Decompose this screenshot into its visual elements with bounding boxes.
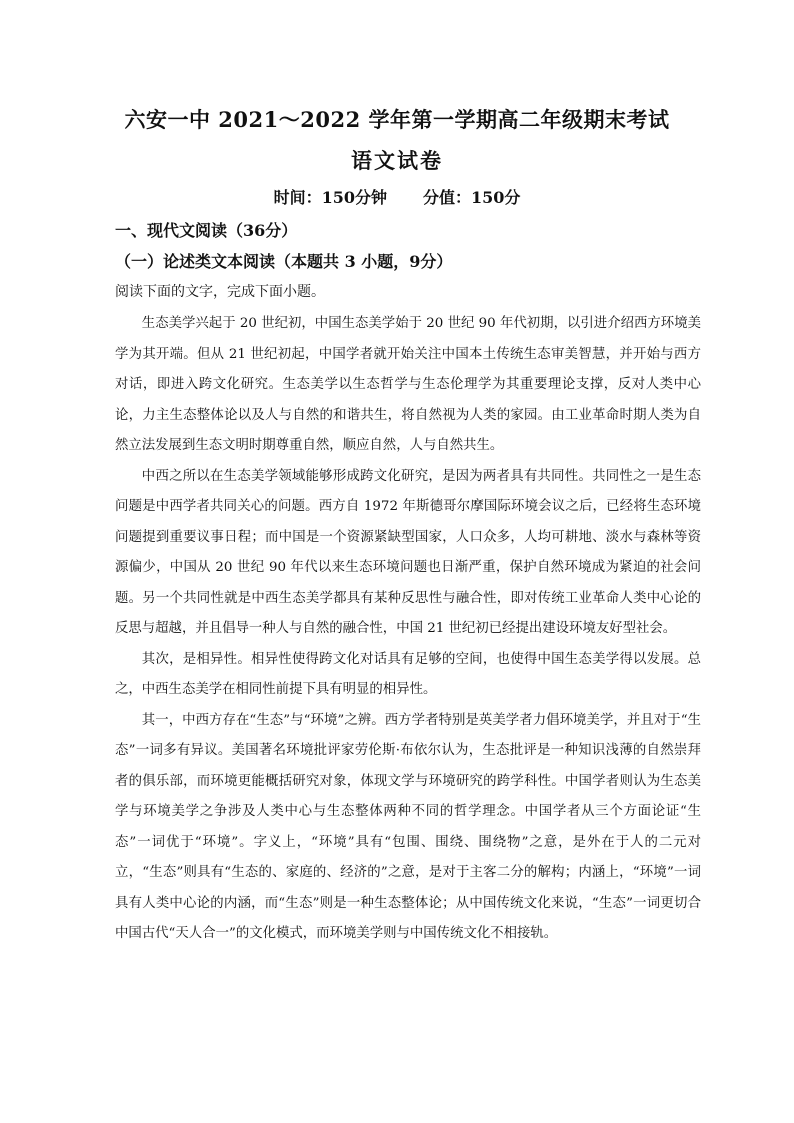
passage-paragraph-1: 生态美学兴起于 20 世纪初，中国生态美学始于 20 世纪 90 年代初期，以引进介绍西方环境美学为其开端。但从 21 世纪初起，中国学者就开始关注中国本土传统生态审美智慧，并开始与西方对话，即进入跨文化研究。生态美学以生态哲学与生态伦理学为其重要理论支撑，反对人类中心论，力主生态整体论以及人与自然的和谐共生，将自然视为人类的家园。由工业革命时期人类为自然立法发展到生态文明时期尊重自然，顺应自然，人与自然共生。 xyxy=(115,316,701,453)
passage-paragraph-4: 其一，中西方存在“生态”与“环境”之辨。西方学者特别是英美学者力倡环境美学，并且对于“生态”一词多有异议。美国著名环境批评家劳伦斯·布依尔认为，生态批评是一种知识浅薄的自然崇拜者的俱乐部，而环境更能概括研究对象，体现文学与环境研究的跨学科性。中国学者则认为生态美学与环境美学之争涉及人类中心与生态整体两种不同的哲学理念。中国学者从三个方面论证“生态”一词优于“环境”。字义上，“环境”具有“包围、围绕、围绕物”之意，是外在于人的二元对立，“生态”则具有“生态的、家庭的、经济的”之意，是对于主客二分的解构；内涵上，“环境”一词具有人类中心论的内涵，而“生态”则是一种生态整体论；从中国传统文化来说，“生态”一词更切合中国古代“天人合一”的文化模式，而环境美学则与中国传统文化不相接轨。 xyxy=(115,712,701,941)
reading-passage xyxy=(115,309,701,950)
exam-title: 六安一中 2021～2022 学年第一学期高二年级期末考试 xyxy=(124,107,670,132)
exam-info xyxy=(0,185,794,208)
passage-paragraph-2: 中西之所以在生态美学领域能够形成跨文化研究，是因为两者具有共同性。共同性之一是生态问题是中西学者共同关心的问题。西方自 1972 年斯德哥尔摩国际环境会议之后，已经将生态环境问题提到重要议事日程；而中国是一个资源紧缺型国家，人口众多，人均可耕地、淡水与森林等资源偏少，中国从 20 世纪 90 年代以来生态环境问题也日渐严重，保护自然环境成为紧迫的社会问题。另一个共同性就是中西生态美学都具有某种反思性与融合性，即对传统工业革命人类中心论的反思与超越，并且倡导一种人与自然的融合性，中国 21 世纪初已经提出建设环境友好型社会。 xyxy=(115,468,701,636)
section-heading: 一、现代文阅读（36分） xyxy=(115,221,298,240)
exam-subject: 语文试卷 xyxy=(351,148,443,173)
subsection-heading: （一）论述类文本阅读（本题共 3 小题，9分） xyxy=(115,252,453,271)
reading-instruction: 阅读下面的文字，完成下面小题。 xyxy=(115,284,325,300)
passage-paragraph-3: 其次，是相异性。相异性使得跨文化对话具有足够的空间，也使得中国生态美学得以发展。总之，中西生态美学在相同性前提下具有明显的相异性。 xyxy=(115,651,701,697)
exam-time: 时间：150分钟 xyxy=(273,188,387,207)
exam-score: 分值：150分 xyxy=(423,188,521,207)
